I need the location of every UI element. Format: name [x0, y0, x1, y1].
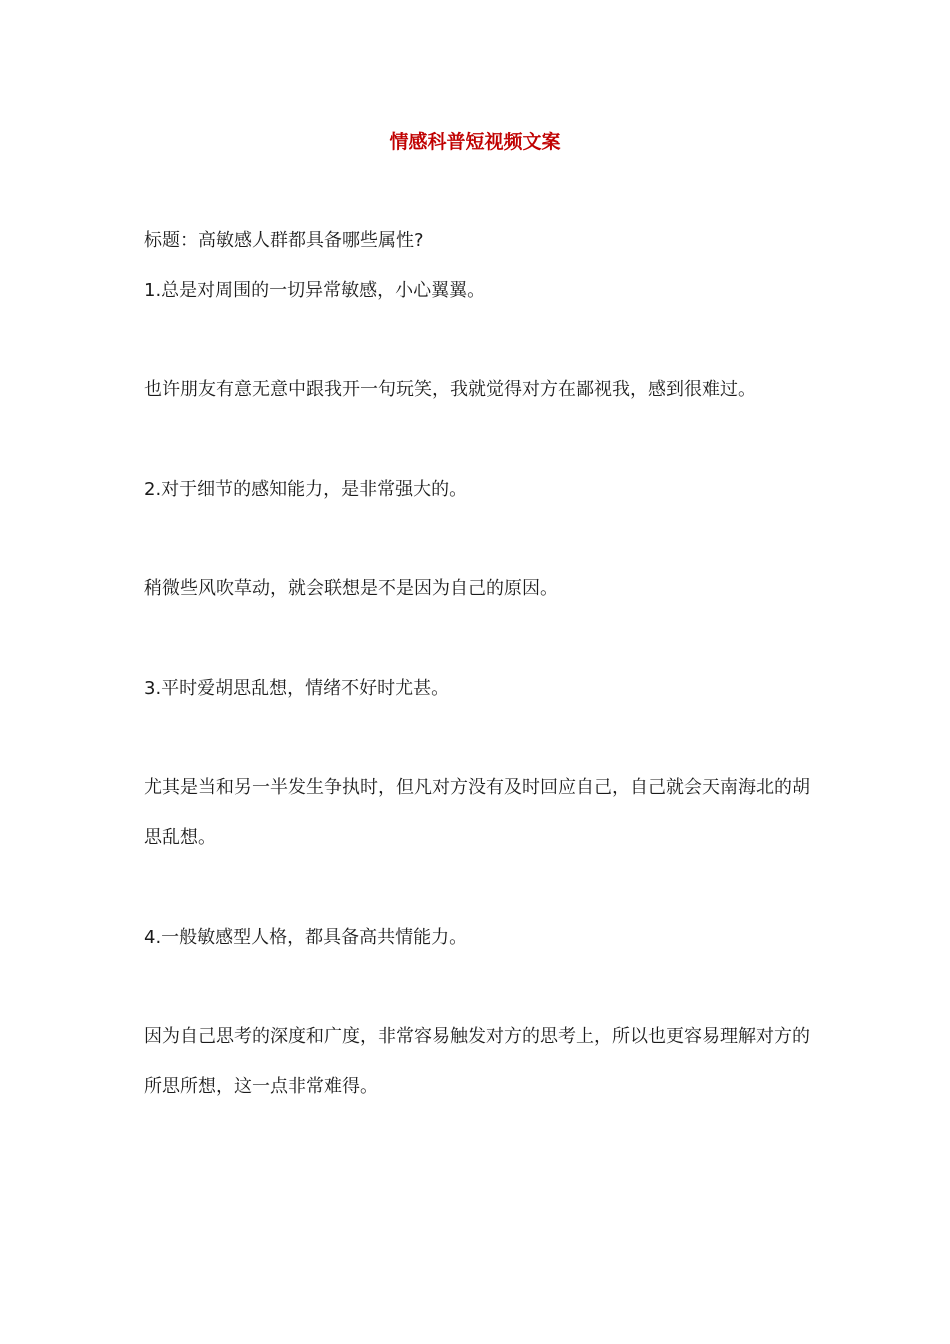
point-3-detail: 尤其是当和另一半发生争执时，但凡对方没有及时回应自己，自己就会天南海北的胡思乱想。: [144, 777, 810, 848]
point-1-detail: 也许朋友有意无意中跟我开一句玩笑，我就觉得对方在鄙视我，感到很难过。: [144, 379, 756, 400]
point-4-detail: 因为自己思考的深度和广度，非常容易触发对方的思考上，所以也更容易理解对方的所思所想，这一点非常难得。: [144, 1026, 810, 1097]
point-1-heading: 1.总是对周围的一切异常敏感，小心翼翼。: [144, 280, 486, 301]
point-3-heading: 3.平时爱胡思乱想，情绪不好时尤甚。: [144, 678, 450, 699]
point-2-detail: 稍微些风吹草动，就会联想是不是因为自己的原因。: [144, 578, 558, 599]
point-2-heading: 2.对于细节的感知能力，是非常强大的。: [144, 479, 468, 500]
document-title: 情感科普短视频文案: [389, 131, 561, 153]
subtitle-line: 标题：高敏感人群都具备哪些属性?: [144, 230, 424, 251]
point-4-heading: 4.一般敏感型人格，都具备高共情能力。: [144, 927, 468, 948]
